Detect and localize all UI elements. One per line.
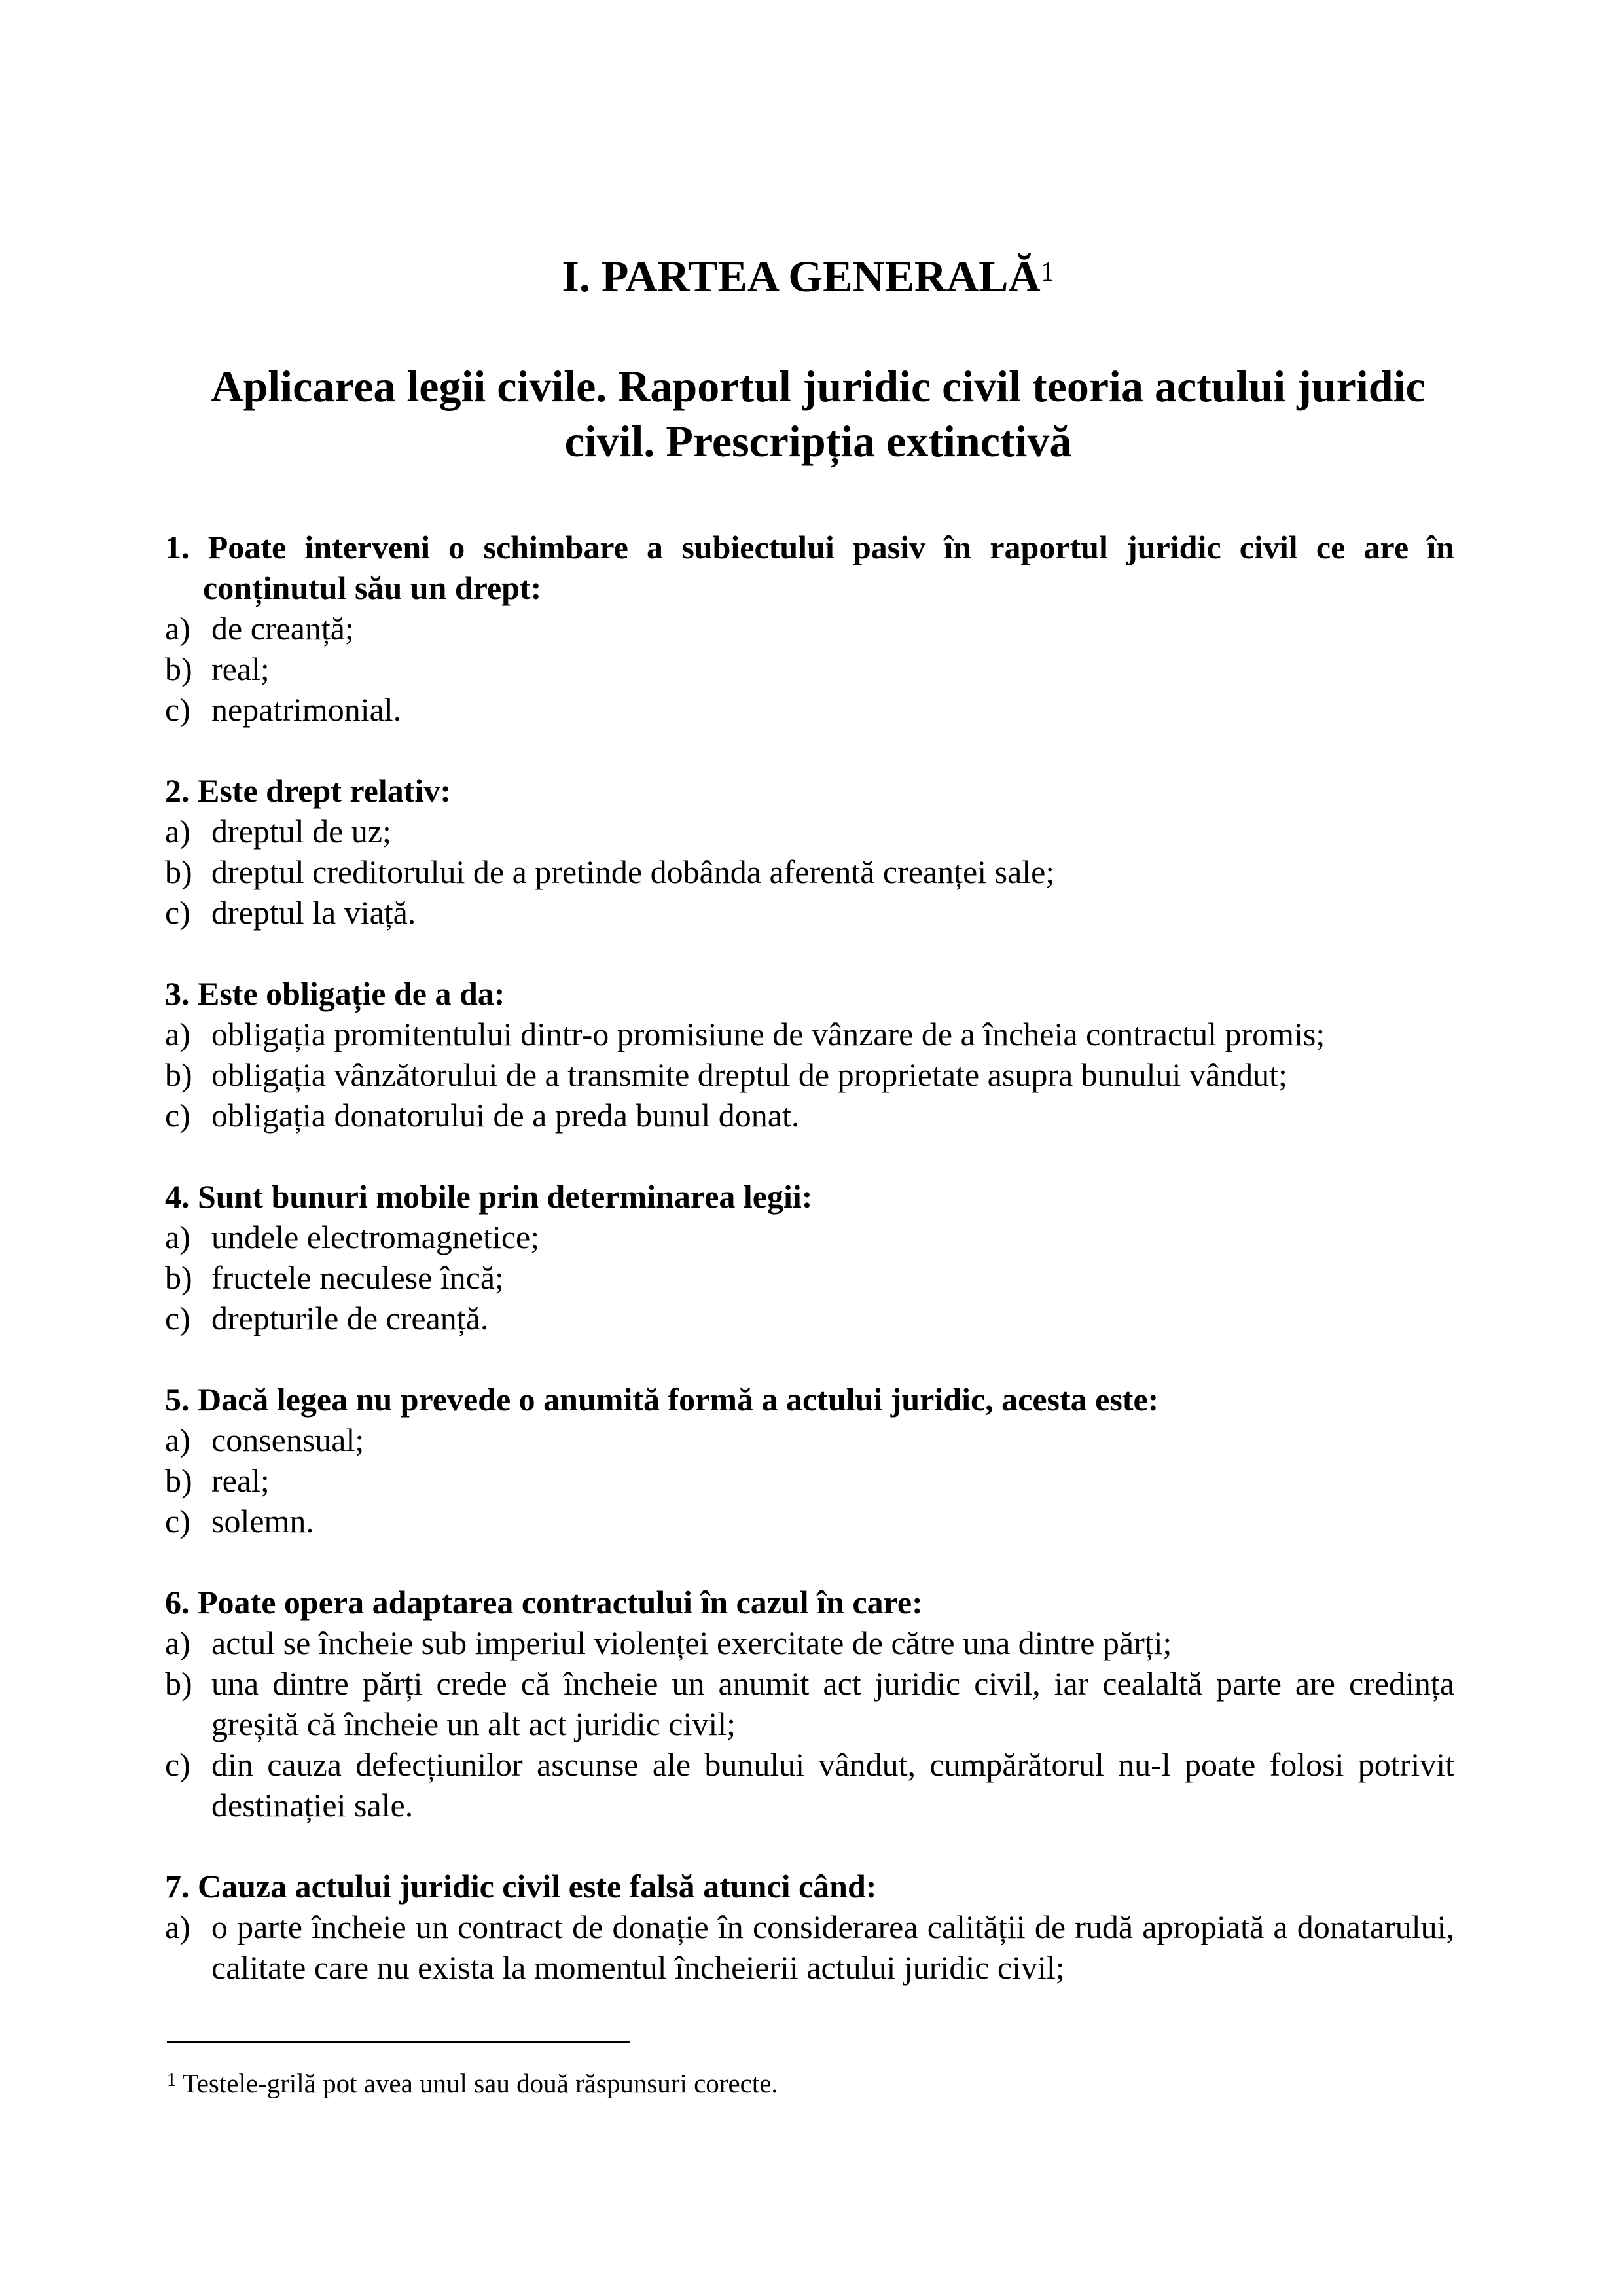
option-text: de creanță; xyxy=(211,610,354,647)
option-letter: a) xyxy=(165,1016,190,1052)
option-text: nepatrimonial. xyxy=(211,691,402,728)
option-text: real; xyxy=(211,651,270,687)
question-text: 2. Este drept relativ: xyxy=(165,772,451,809)
answer-option-a xyxy=(165,1217,1454,1257)
answer-option-c xyxy=(165,689,1454,730)
option-letter: b) xyxy=(165,1665,192,1702)
option-text: obligația promitentului dintr-o promisiune de vânzare de a încheia contractul promis; xyxy=(211,1016,1325,1052)
question-2 xyxy=(165,770,1454,933)
option-letter: a) xyxy=(165,1219,190,1255)
question-3 xyxy=(165,973,1454,1136)
option-text: undele electromagnetice; xyxy=(211,1219,540,1255)
footnote-divider xyxy=(167,2041,630,2043)
option-text: dreptul la viață. xyxy=(211,894,416,931)
answer-option-c xyxy=(165,1298,1454,1338)
answer-option-a xyxy=(165,1014,1454,1054)
option-text: obligația donatorului de a preda bunul donat. xyxy=(211,1097,800,1134)
option-text: actul se încheie sub imperiul violenței exercitate de către una dintre părți; xyxy=(211,1624,1172,1661)
option-text: solemn. xyxy=(211,1503,314,1539)
answer-option-a xyxy=(165,608,1454,649)
question-text: 3. Este obligație de a da: xyxy=(165,975,505,1012)
answer-option-b xyxy=(165,1663,1454,1744)
chapter-title-text: I. PARTEA GENERALĂ xyxy=(562,251,1041,301)
question-text: 7. Cauza actului juridic civil este falsă atunci când: xyxy=(165,1868,877,1905)
option-letter: c) xyxy=(165,894,190,931)
option-letter: c) xyxy=(165,691,190,728)
option-text: una dintre părți crede că încheie un anumit act juridic civil, iar cealaltă parte are credința greșită că încheie un alt act juridic civil; xyxy=(211,1665,1454,1742)
answer-option-b xyxy=(165,852,1454,892)
option-letter: a) xyxy=(165,610,190,647)
option-letter: a) xyxy=(165,1422,190,1458)
question-text: 1. Poate interveni o schimbare a subiectului pasiv în raportul juridic civil ce are în conținutul său un drept: xyxy=(165,529,1454,606)
question-text: 6. Poate opera adaptarea contractului în cazul în care: xyxy=(165,1584,923,1621)
option-text: drepturile de creanță. xyxy=(211,1300,489,1336)
option-letter: b) xyxy=(165,853,192,890)
answer-option-a xyxy=(165,811,1454,852)
answer-option-c xyxy=(165,1095,1454,1136)
answer-option-b xyxy=(165,1054,1454,1095)
answer-option-a xyxy=(165,1420,1454,1460)
answer-option-a xyxy=(165,1907,1454,1988)
option-letter: c) xyxy=(165,1746,190,1783)
option-text: din cauza defecțiunilor ascunse ale bunului vândut, cumpărătorul nu-l poate folosi potrivit destinației sale. xyxy=(211,1746,1454,1823)
footnote-number: 1 xyxy=(167,2070,176,2090)
footnote-reference: 1 xyxy=(1040,257,1054,287)
option-letter: b) xyxy=(165,1056,192,1093)
chapter-title xyxy=(0,250,1616,302)
option-text: o parte încheie un contract de donație în considerarea calității de rudă apropiată a donatarului, calitate care nu exista la momentul încheierii actului juridic civil; xyxy=(211,1909,1454,1986)
option-text: consensual; xyxy=(211,1422,365,1458)
option-letter: b) xyxy=(165,1259,192,1296)
option-letter: b) xyxy=(165,651,192,687)
question-4 xyxy=(165,1176,1454,1338)
option-text: obligația vânzătorului de a transmite dreptul de proprietate asupra bunului vândut; xyxy=(211,1056,1287,1093)
answer-option-b xyxy=(165,1460,1454,1501)
question-7 xyxy=(165,1866,1454,1988)
answer-option-b xyxy=(165,1257,1454,1298)
option-letter: c) xyxy=(165,1097,190,1134)
option-letter: c) xyxy=(165,1503,190,1539)
answer-option-b xyxy=(165,649,1454,689)
answer-option-c xyxy=(165,1501,1454,1541)
option-letter: a) xyxy=(165,1909,190,1945)
question-1 xyxy=(165,527,1454,730)
option-letter: a) xyxy=(165,813,190,850)
question-text: 4. Sunt bunuri mobile prin determinarea legii: xyxy=(165,1178,813,1215)
option-text: dreptul creditorului de a pretinde dobânda aferentă creanței sale; xyxy=(211,853,1055,890)
option-letter: a) xyxy=(165,1624,190,1661)
question-text: 5. Dacă legea nu prevede o anumită formă a actului juridic, acesta este: xyxy=(165,1381,1159,1418)
answer-option-c xyxy=(165,892,1454,933)
option-text: fructele neculese încă; xyxy=(211,1259,504,1296)
question-list xyxy=(165,527,1454,2028)
question-6 xyxy=(165,1582,1454,1825)
option-letter: b) xyxy=(165,1462,192,1499)
footnote xyxy=(167,2067,778,2100)
option-letter: c) xyxy=(165,1300,190,1336)
section-title: Aplicarea legii civile. Raportul juridic civil teoria actului juridic civil. Prescripția extinctivă xyxy=(211,361,1426,466)
option-text: real; xyxy=(211,1462,270,1499)
answer-option-c xyxy=(165,1744,1454,1825)
answer-option-a xyxy=(165,1623,1454,1663)
question-5 xyxy=(165,1379,1454,1541)
option-text: dreptul de uz; xyxy=(211,813,391,850)
footnote-text: Testele-grilă pot avea unul sau două răspunsuri corecte. xyxy=(182,2068,778,2098)
